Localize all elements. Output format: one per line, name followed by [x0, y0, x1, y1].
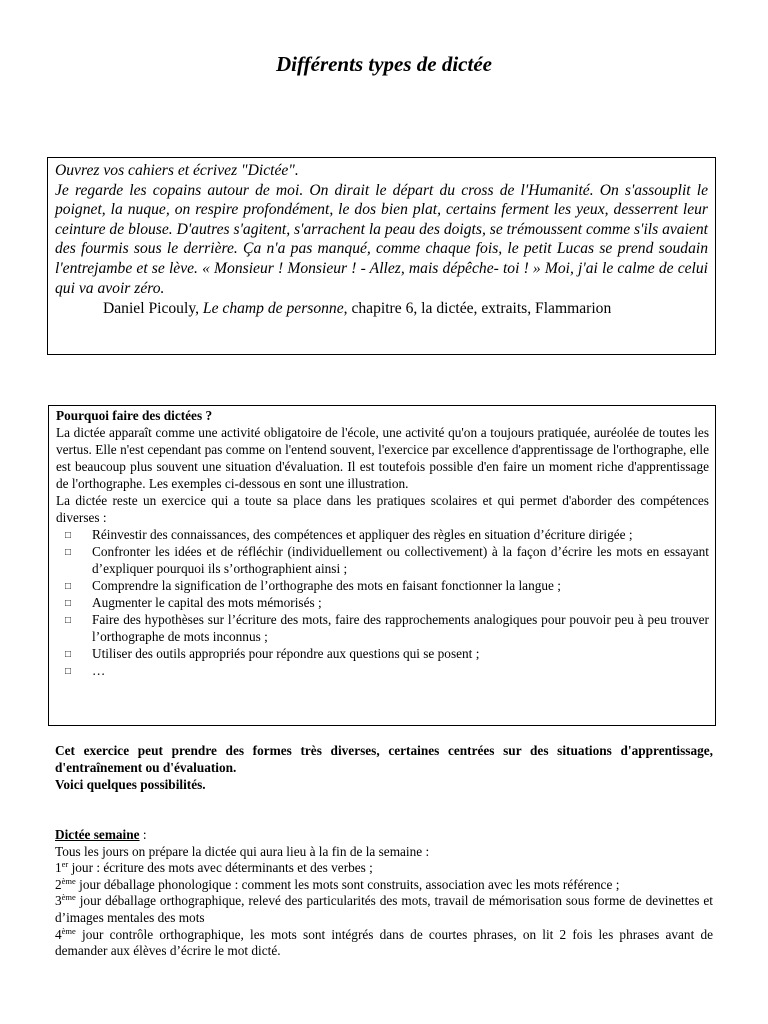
list-item: □ Faire des hypothèses sur l’écriture des mots, faire des rapprochements analogiques pour pouvoir peu à peu trouver l’orthographe de mots inconnus ; — [65, 612, 709, 644]
day-item: 3ème jour déballage orthographique, relevé des particularités des mots, travail de mémorisation sous forme de devinettes et d’images mentales des mots — [55, 892, 713, 925]
bullet-icon: □ — [65, 649, 72, 660]
day-item: 2ème jour déballage phonologique : comment les mots sont construits, association avec les mots référence ; — [55, 875, 620, 892]
bullet-list — [56, 526, 709, 679]
citation-work: Le champ de personne — [202, 300, 344, 318]
section-heading: Dictée semaine : — [55, 827, 147, 842]
list-item: □ Confronter les idées et de réfléchir (individuellement ou collectivement) à la façon d’écrire les mots en essayant d’expliquer pourquoi ils s’orthographient ainsi ; — [65, 544, 709, 576]
quote-citation — [55, 299, 708, 319]
bullet-icon: □ — [65, 615, 72, 626]
citation-author: Daniel Picouly, — [103, 300, 203, 318]
bullet-icon: □ — [65, 598, 72, 609]
intro-text — [55, 742, 713, 793]
list-item: □ Utiliser des outils appropriés pour répondre aux questions qui se posent ; — [65, 646, 480, 661]
quote-line: Ouvrez vos cahiers et écrivez "Dictée". — [55, 162, 299, 179]
section-lead: Tous les jours on prépare la dictée qui aura lieu à la fin de la semaine : — [55, 843, 430, 859]
day-item: 1er jour : écriture des mots avec déterminants et des verbes ; — [55, 859, 373, 876]
bullet-icon: □ — [65, 581, 72, 592]
section-heading: Pourquoi faire des dictées ? — [56, 408, 213, 423]
paragraph: La dictée apparaît comme une activité obligatoire de l'école, une activité qu'on a toujours pratiquée, auréolée de toutes les vertus. Elle n'est cependant pas comme on l'entend souvent, l'exercice par excellence d'apprentissage de l'orthographe, elle est beaucoup plus souvent une situation d'évaluation. Il est toutefois possible d'en faire un moment riche d'apprentissage de l'orthographe. Les exemples ci-dessous en sont une illustration. — [56, 425, 709, 491]
why-box — [48, 405, 716, 726]
heading-label: Dictée semaine — [55, 827, 140, 842]
bullet-icon: □ — [65, 666, 72, 677]
intro-line: Cet exercice peut prendre des formes très diverses, certaines centrées sur des situations d'apprentissage, d'entraînement ou d'évaluation. — [55, 743, 713, 775]
paragraph: La dictée reste un exercice qui a toute sa place dans les pratiques scolaires et qui permet d'aborder des compétences diverses : — [56, 493, 709, 525]
bullet-icon: □ — [65, 530, 72, 541]
list-item: □ Augmenter le capital des mots mémorisés ; — [65, 595, 322, 610]
quote-box — [47, 157, 716, 355]
intro-line: Voici quelques possibilités. — [55, 777, 206, 792]
quote-line: Je regarde les copains autour de moi. On dirait le départ du cross de l'Humanité. On s'assouplit le poignet, la nuque, on respire profondément, le dos bien plat, certains ferment les yeux, desserrent leur ceinture de blouse. D'autres s'agitent, s'arrachent la peau des doigts, se trémoussent comme s'ils avaient des fourmis sous le derrière. Ça n'a pas manqué, comme chaque fois, le petit Lucas se prend soudain l'entrejambe et se lève. « Monsieur ! Monsieur ! - Allez, mais dépêche- toi ! » Moi, j'ai le calme de celui qui va avoir zéro. — [55, 181, 708, 297]
page-title: Différents types de dictée — [276, 52, 492, 76]
list-item: □ Comprendre la signification de l’orthographe des mots en faisant fonctionner la langue ; — [65, 578, 561, 593]
day-item: 4ème jour contrôle orthographique, les mots sont intégrés dans de courtes phrases, on lit 2 fois les phrases avant de demander aux élèves d’écrire le mot dicté. — [55, 925, 713, 959]
bullet-icon: □ — [65, 547, 72, 558]
list-item: □ … — [65, 663, 106, 678]
list-item: □ Réinvestir des connaissances, des compétences et appliquer des règles en situation d’écriture dirigée ; — [65, 527, 633, 542]
dictee-semaine-section — [55, 827, 713, 960]
quote-text — [55, 161, 708, 298]
citation-rest: , chapitre 6, la dictée, extraits, Flammarion — [343, 300, 612, 318]
